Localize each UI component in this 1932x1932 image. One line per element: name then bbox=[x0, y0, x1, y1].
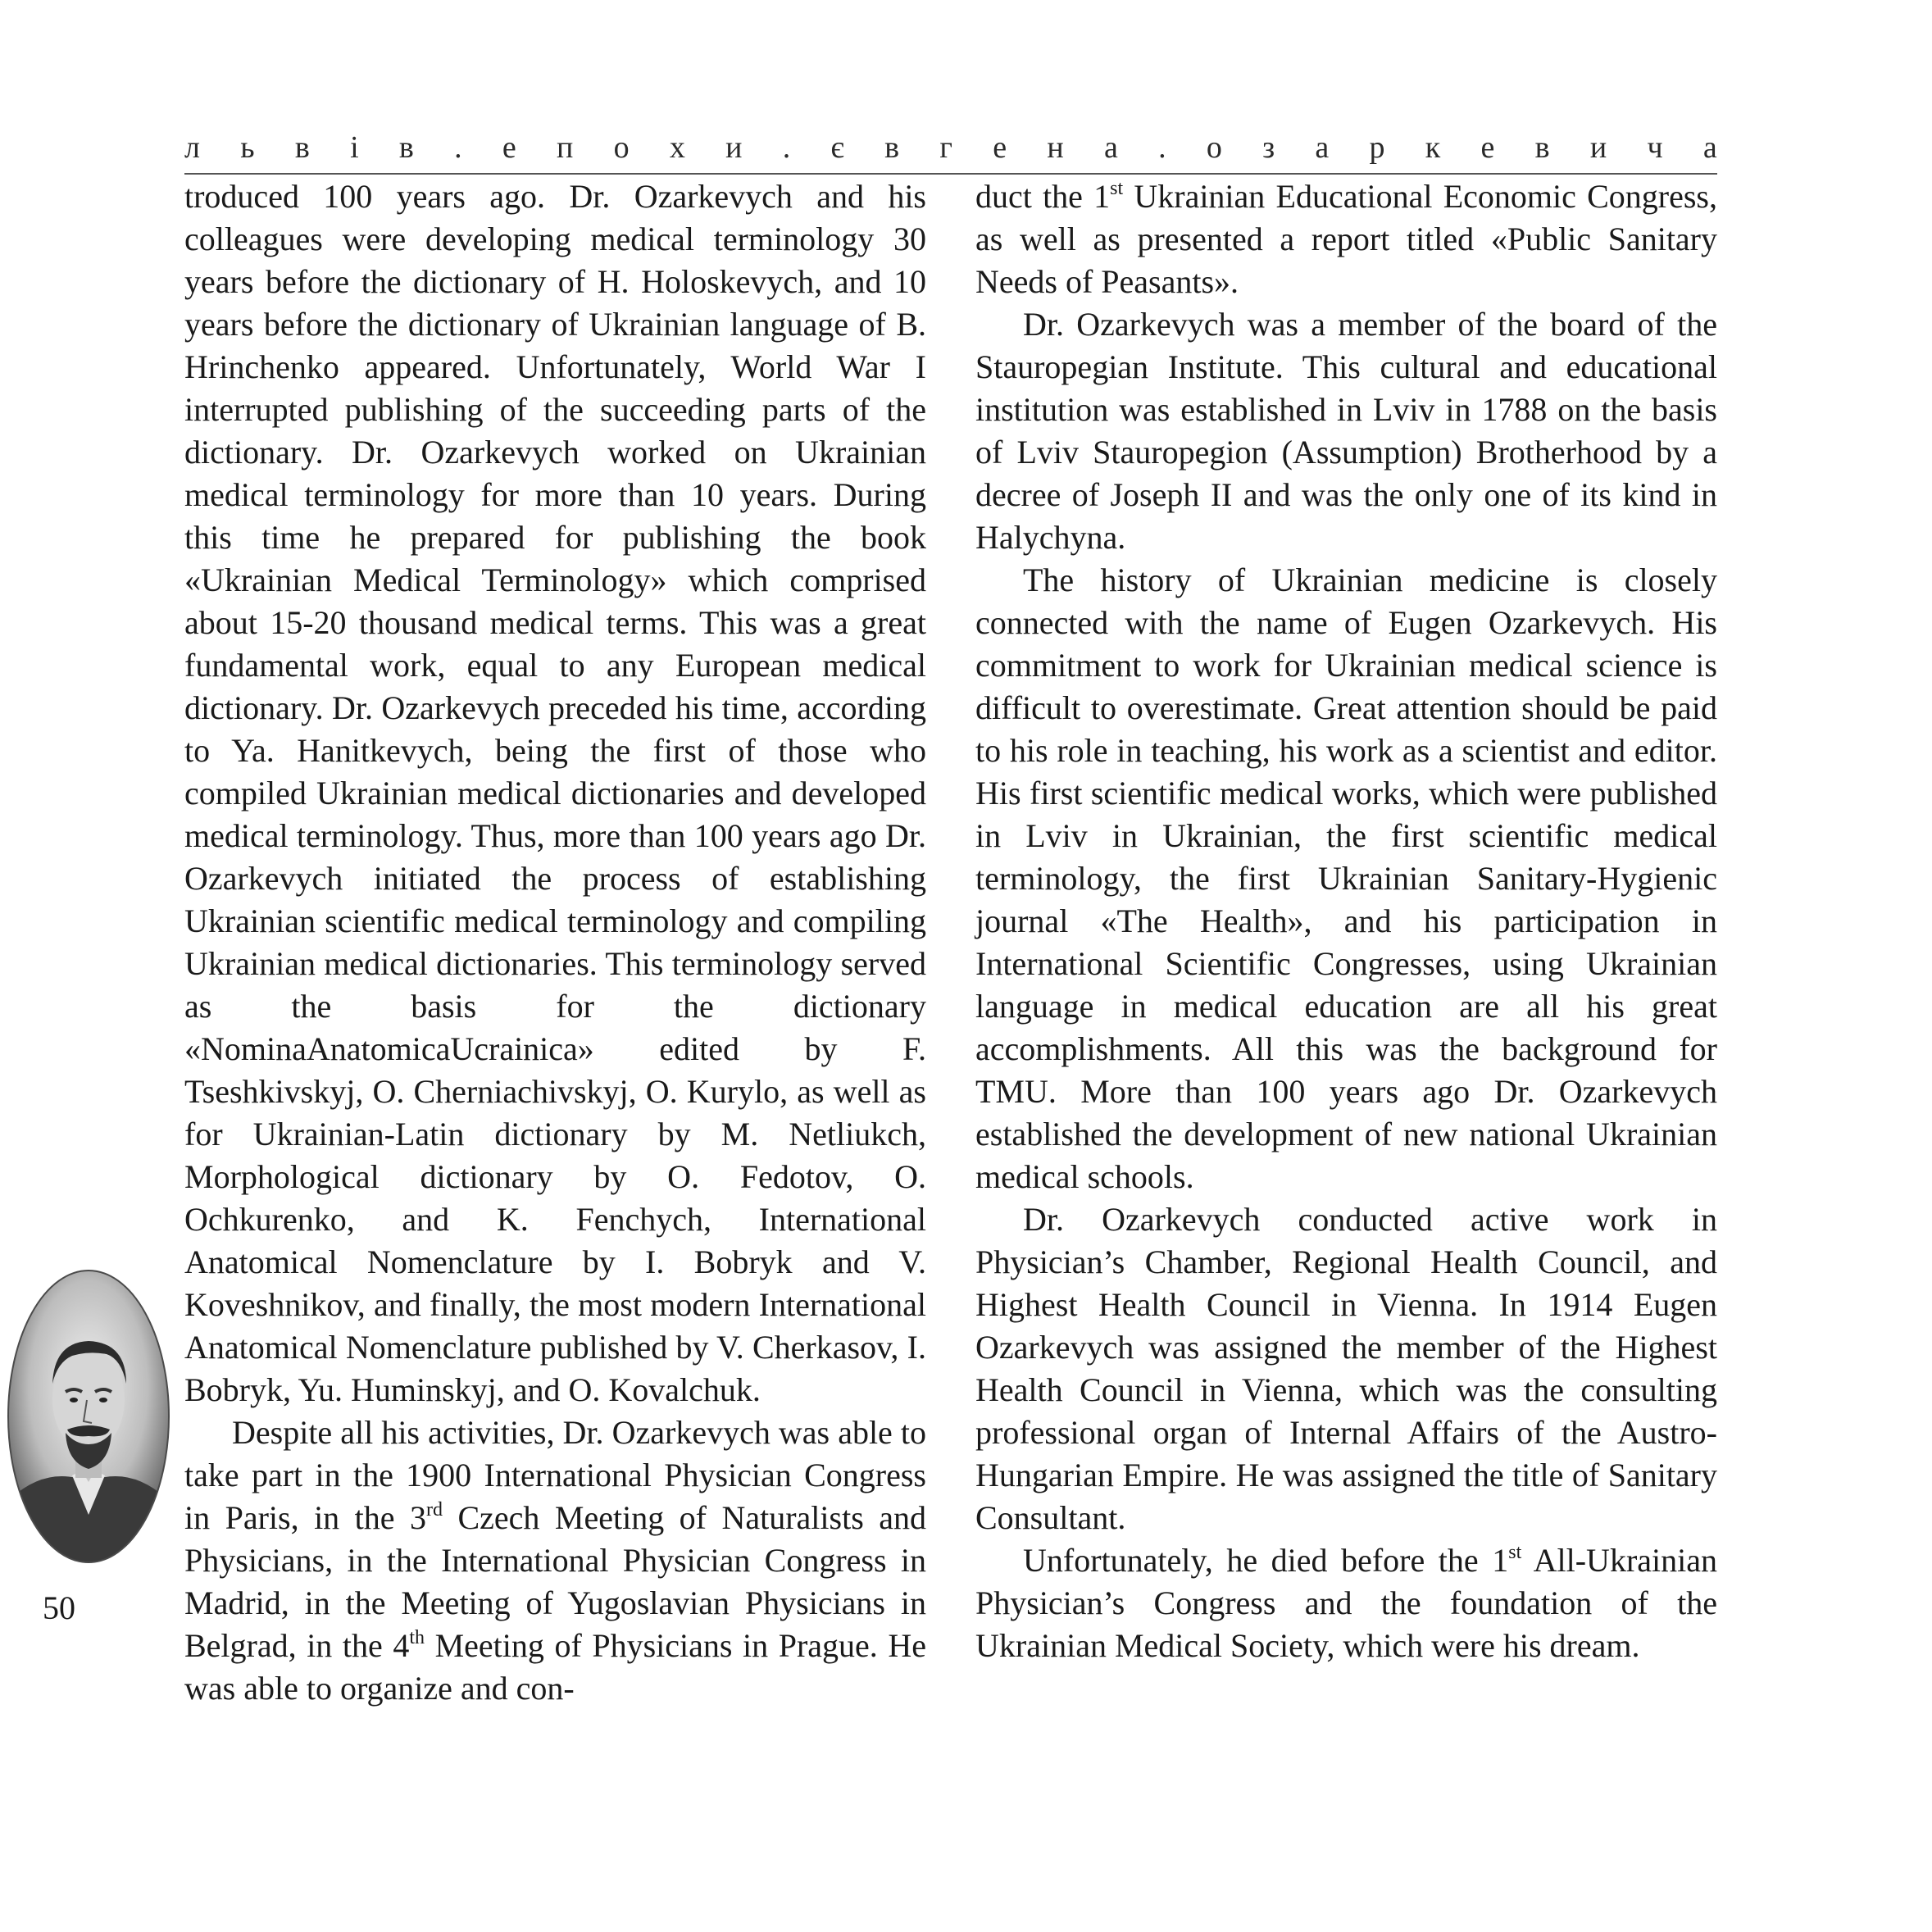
right-paragraph-5 bbox=[975, 1539, 1717, 1667]
running-head-letter: л bbox=[184, 130, 200, 165]
running-head-letter: н bbox=[1047, 130, 1064, 165]
superscript: st bbox=[1508, 1542, 1522, 1563]
text-run: All-Ukrainian Physician’s Congress and the foundation of the Ukrainian Medical Society, which were his dream. bbox=[975, 1542, 1717, 1664]
running-head-letter: п bbox=[557, 130, 574, 165]
running-head-letter: в bbox=[398, 130, 414, 165]
running-head-letter: о bbox=[1206, 130, 1222, 165]
text-run: duct the 1 bbox=[975, 178, 1111, 215]
running-head-letter: и bbox=[725, 130, 743, 165]
running-head-letter: є bbox=[830, 130, 844, 165]
right-column bbox=[975, 175, 1717, 1667]
running-head-letter: к bbox=[1425, 130, 1441, 165]
running-head-letter: р bbox=[1369, 130, 1385, 165]
running-head-letter: . bbox=[454, 130, 462, 165]
text-run: Unfortunately, he died before the 1 bbox=[1023, 1542, 1509, 1579]
running-head-letter: е bbox=[1480, 130, 1495, 165]
left-column bbox=[184, 175, 926, 1710]
running-head-letter: о bbox=[613, 130, 630, 165]
left-paragraph-2 bbox=[184, 1411, 926, 1710]
running-head-letter: . bbox=[1158, 130, 1166, 165]
portrait-image bbox=[7, 1269, 170, 1564]
running-head-letter: и bbox=[1589, 130, 1607, 165]
running-head-letter: г bbox=[939, 130, 952, 165]
running-head-letter: в bbox=[884, 130, 900, 165]
running-head-letter: е bbox=[993, 130, 1007, 165]
text-run: Czech Meeting of Naturalists and Physicians, in the International Physician Congress in Madrid, in the Meeting of Yugoslavian Physicians in Belgrad, in the 4 bbox=[184, 1499, 926, 1664]
page-number: 50 bbox=[43, 1589, 75, 1626]
superscript: th bbox=[409, 1627, 425, 1648]
running-head-letter: е bbox=[502, 130, 516, 165]
superscript: st bbox=[1110, 178, 1124, 199]
running-head-letter: . bbox=[782, 130, 791, 165]
running-head-letter: в bbox=[294, 130, 310, 165]
running-head-letter: ь bbox=[240, 130, 255, 165]
right-paragraph-4: Dr. Ozarkevych conducted active work in Physician’s Chamber, Regional Health Council, and Highest Health Council in Vienna. In 1914 Eugen Ozarkevych was assigned the member of the Highest Health Council in Vienna, which was the consulting professional organ of Internal Affairs of the Austro-Hungarian Empire. He was assigned the title of Sanitary Consultant. bbox=[975, 1201, 1717, 1536]
running-head-letter: а bbox=[1103, 130, 1118, 165]
running-head bbox=[184, 131, 1717, 164]
running-head-letter: а bbox=[1702, 130, 1717, 165]
text-run: Ukrainian Educational Economic Congress, as well as presented a report titled «Public Sanitary Needs of Peasants». bbox=[975, 178, 1717, 300]
text-run: Meeting of Physicians in Prague. He was able to organize and con- bbox=[184, 1627, 926, 1707]
right-paragraph-1 bbox=[975, 175, 1717, 303]
right-paragraph-3: The history of Ukrainian medicine is closely connected with the name of Eugen Ozarkevych. His commitment to work for Ukrainian medical science is difficult to overestimate. Great attention should be paid to his role in teaching, his work as a scientist and editor. His first scientific medical works, which were published in Lviv in Ukrainian, the first scientific medical terminology, the first Ukrainian Sanitary-Hygienic journal «The Health», and his participation in International Scientific Congresses, using Ukrainian language in medical education are all his great accomplishments. All this was the background for TMU. More than 100 years ago Dr. Ozarkevych established the development of new national Ukrainian medical schools. bbox=[975, 561, 1717, 1195]
running-head-letter: і bbox=[350, 130, 359, 165]
running-head-letter: х bbox=[669, 130, 685, 165]
right-paragraph-2: Dr. Ozarkevych was a member of the board of the Stauropegian Institute. This cultural and educational institution was established in Lviv in 1788 on the basis of Lviv Stauropegion (Assumption) Brotherhood by a decree of Joseph II and was the only one of its kind in Halychyna. bbox=[975, 306, 1717, 556]
text-run: Despite all his activities, Dr. Ozarkevych was able to take part in the 1900 International Physician Congress in Paris, in the 3 bbox=[184, 1414, 926, 1536]
running-head-letter: а bbox=[1315, 130, 1330, 165]
left-paragraph-1: troduced 100 years ago. Dr. Ozarkevych and his colleagues were developing medical terminology 30 years before the dictionary of H. Holoskevych, and 10 years before the dictionary of Ukrainian language of B. Hrinchenko appeared. Unfortunately, World War I interrupted publishing of the succeeding parts of the dictionary. Dr. Ozarkevych worked on Ukrainian medical terminology for more than 10 years. During this time he prepared for publishing the book «Ukrainian Medical Terminology» which comprised about 15-20 thousand medical terms. This was a great fundamental work, equal to any European medical dictionary. Dr. Ozarkevych preceded his time, according to Ya. Hanitkevych, being the first of those who compiled Ukrainian medical dictionaries and developed medical terminology. Thus, more than 100 years ago Dr. Ozarkevych initiated the process of establishing Ukrainian scientific medical terminology and compiling Ukrainian medical dictionaries. This terminology served as the basis for the dictionary «NominaAnatomicaUcrainica» edited by F. Tseshkivskyj, O. Cherniachivskyj, O. Kurylo, as well as for Ukrainian-Latin dictionary by M. Netliukch, Morphological dictionary by O. Fedotov, O. Ochkurenko, and K. Fenchych, International Anatomical Nomenclature by I. Bobryk and V. Koveshnikov, and finally, the most modern International Anatomical Nomenclature published by V. Cherkasov, I. Bobryk, Yu. Huminskyj, and O. Kovalchuk. bbox=[184, 178, 926, 1408]
superscript: rd bbox=[426, 1499, 443, 1521]
running-head-letter: в bbox=[1534, 130, 1550, 165]
running-head-rule bbox=[184, 173, 1717, 175]
running-head-letter: з bbox=[1262, 130, 1275, 165]
running-head-letter: ч bbox=[1647, 130, 1663, 165]
